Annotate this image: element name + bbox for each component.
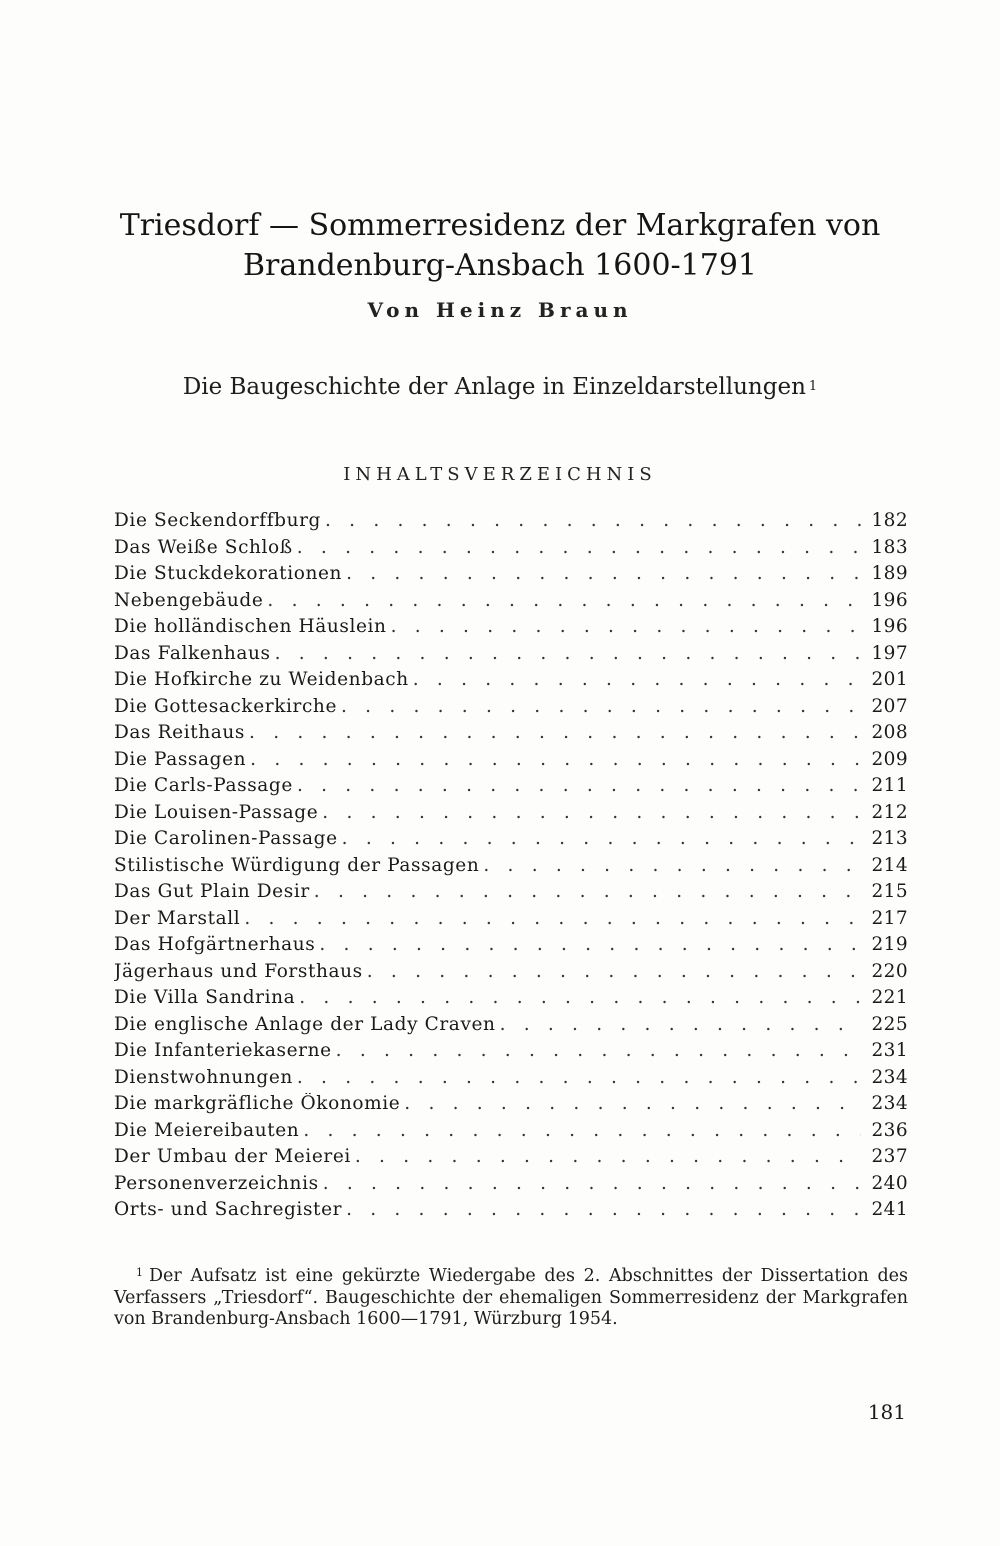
footnote-text: Der Aufsatz ist eine gekürzte Wiedergabe des 2. Abschnittes der Dissertation des Verfassers „Triesdorf“. Baugeschichte der ehemaligen Sommerresidenz der Markgrafen von Brandenburg-Ansbach 1600—1791, Würzburg 1954. <box>114 1266 908 1329</box>
toc-entry-page: 240 <box>871 1172 908 1194</box>
toc-entry-title: Die Stuckdekorationen <box>114 563 343 584</box>
toc-entry-page: 234 <box>871 1066 908 1088</box>
toc-entry <box>114 1040 908 1067</box>
toc-entry-title: Die Gottesackerkirche <box>114 695 337 717</box>
toc-leader-dots <box>323 1173 862 1194</box>
toc-entry-page: 189 <box>871 563 908 584</box>
toc-entry <box>114 802 908 829</box>
toc-leader-dots <box>413 669 862 690</box>
toc-leader-dots <box>267 590 861 611</box>
article-title-line-2: Brandenburg-Ansbach 1600-1791 <box>242 248 758 283</box>
toc-leader-dots <box>346 563 861 584</box>
toc-leader-dots <box>336 1040 862 1061</box>
toc-entry-title: Das Weiße Schloß <box>114 536 293 558</box>
toc-entry-title: Das Hofgärtnerhaus <box>114 934 316 955</box>
toc-entry-title: Der Marstall <box>114 907 241 929</box>
toc-entry-title: Die Carls-Passage <box>114 775 293 796</box>
toc-entry-title: Die Villa Sandrina <box>114 987 296 1008</box>
toc-entry <box>114 934 908 961</box>
toc-entry <box>114 961 908 988</box>
toc-entry-page: 231 <box>871 1040 908 1061</box>
toc-leader-dots <box>297 537 862 558</box>
toc-entry-page: 196 <box>871 589 908 611</box>
toc-entry-page: 214 <box>871 854 908 876</box>
toc-entry-page: 241 <box>871 1199 908 1220</box>
toc-entry-title: Die Infanteriekaserne <box>114 1040 332 1061</box>
toc-entry-title: Dienstwohnungen <box>114 1066 293 1088</box>
toc-entry <box>114 510 908 537</box>
page-number: 181 <box>867 1400 906 1424</box>
toc-entry-title: Das Gut Plain Desir <box>114 881 310 902</box>
toc-entry-page: 220 <box>871 960 908 982</box>
toc-entry-page: 182 <box>871 510 908 531</box>
toc-leader-dots <box>319 934 861 955</box>
toc-entry-title: Die englische Anlage der Lady Craven <box>114 1013 496 1035</box>
toc-entry <box>114 1173 908 1200</box>
toc-entry <box>114 828 908 855</box>
footnote <box>114 1266 908 1330</box>
subtitle-footnote-mark: 1 <box>808 379 818 394</box>
toc-entry <box>114 749 908 776</box>
toc-leader-dots <box>355 1146 862 1167</box>
toc-entry-title: Das Falkenhaus <box>114 642 271 664</box>
toc-leader-dots <box>314 881 862 902</box>
toc-entry <box>114 1067 908 1094</box>
toc-entry-title: Die Meiereibauten <box>114 1119 300 1141</box>
article-title-line-1: Triesdorf — Sommerresidenz der Markgrafen von <box>119 208 881 243</box>
toc-entry-page: 234 <box>871 1093 908 1114</box>
toc-entry-page: 225 <box>871 1013 908 1035</box>
toc-entry-page: 208 <box>871 722 908 743</box>
toc-entry-page: 212 <box>871 801 908 823</box>
toc-entry-title: Der Umbau der Meierei <box>114 1146 351 1167</box>
toc-leader-dots <box>342 828 862 849</box>
toc-entry-page: 219 <box>871 934 908 955</box>
toc-leader-dots <box>322 802 861 823</box>
toc-leader-dots <box>275 643 862 664</box>
toc-entry <box>114 643 908 670</box>
toc-leader-dots <box>346 1199 861 1220</box>
toc-leader-dots <box>341 696 861 717</box>
toc-heading: INHALTSVERZEICHNIS <box>343 464 657 485</box>
toc-entry-title: Die Passagen <box>114 748 247 770</box>
toc-entry-page: 183 <box>871 536 908 558</box>
toc-entry-title: Die Seckendorffburg <box>114 510 321 531</box>
toc-entry-page: 207 <box>871 695 908 717</box>
toc-entry-page: 215 <box>871 881 908 902</box>
article-subtitle <box>0 374 1000 400</box>
toc-entry <box>114 1199 908 1226</box>
toc-entry <box>114 987 908 1014</box>
toc-entry-title: Jägerhaus und Forsthaus <box>114 960 363 982</box>
toc-leader-dots <box>299 987 861 1008</box>
toc-entry-page: 237 <box>871 1146 908 1167</box>
toc-entry-title: Die markgräfliche Ökonomie <box>114 1093 401 1114</box>
toc-entry-page: 221 <box>871 987 908 1008</box>
toc-entry-page: 196 <box>871 616 908 637</box>
author-byline: Von Heinz Braun <box>367 298 633 322</box>
toc-entry <box>114 1014 908 1041</box>
toc-entry <box>114 563 908 590</box>
toc-entry <box>114 696 908 723</box>
toc-entry-title: Die Louisen-Passage <box>114 801 319 823</box>
toc-leader-dots <box>244 908 861 929</box>
toc-leader-dots <box>404 1093 861 1114</box>
toc-entry <box>114 722 908 749</box>
toc-leader-dots <box>391 616 862 637</box>
toc-leader-dots <box>367 961 862 982</box>
subtitle-text: Die Baugeschichte der Anlage in Einzeldarstellungen <box>182 374 806 400</box>
toc-entry <box>114 1146 908 1173</box>
toc-entry-title: Stilistische Würdigung der Passagen <box>114 854 480 876</box>
toc-leader-dots <box>483 855 861 876</box>
toc-entry <box>114 908 908 935</box>
toc-entry-page: 213 <box>871 828 908 849</box>
toc-entry-page: 209 <box>871 748 908 770</box>
toc-entry-page: 236 <box>871 1119 908 1141</box>
table-of-contents <box>114 510 908 1226</box>
toc-entry <box>114 537 908 564</box>
toc-leader-dots <box>250 749 861 770</box>
toc-entry-title: Personenverzeichnis <box>114 1172 319 1194</box>
toc-entry <box>114 669 908 696</box>
toc-entry-page: 217 <box>871 907 908 929</box>
toc-entry-title: Die Hofkirche zu Weidenbach <box>114 669 409 690</box>
toc-entry <box>114 616 908 643</box>
toc-entry-title: Orts- und Sachregister <box>114 1199 343 1220</box>
toc-entry-title: Die Carolinen-Passage <box>114 828 338 849</box>
toc-leader-dots <box>325 510 861 531</box>
footnote-mark: 1 <box>136 1266 143 1279</box>
toc-entry <box>114 590 908 617</box>
toc-leader-dots <box>297 775 862 796</box>
article-title <box>0 206 1000 286</box>
toc-leader-dots <box>500 1014 862 1035</box>
toc-entry-title: Das Reithaus <box>114 722 246 743</box>
toc-leader-dots <box>297 1067 862 1088</box>
toc-entry <box>114 775 908 802</box>
toc-entry-title: Die holländischen Häuslein <box>114 616 387 637</box>
toc-entry <box>114 1120 908 1147</box>
toc-entry-page: 197 <box>871 642 908 664</box>
toc-entry <box>114 855 908 882</box>
toc-leader-dots <box>249 722 861 743</box>
toc-leader-dots <box>303 1120 861 1141</box>
toc-entry-page: 211 <box>871 775 908 796</box>
toc-entry <box>114 1093 908 1120</box>
toc-entry-title: Nebengebäude <box>114 589 264 611</box>
toc-entry <box>114 881 908 908</box>
toc-entry-page: 201 <box>871 669 908 690</box>
